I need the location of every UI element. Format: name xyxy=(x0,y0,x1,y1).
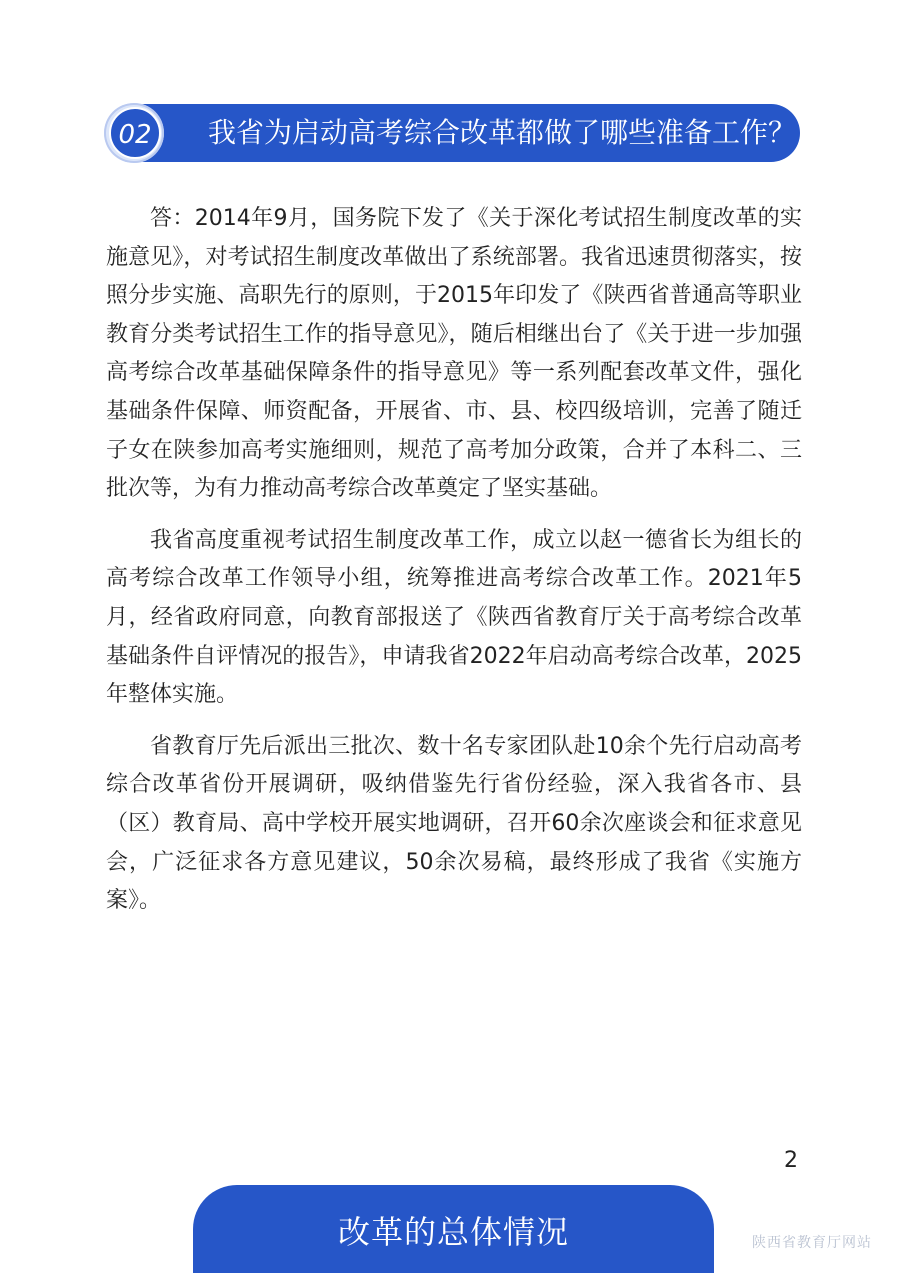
paragraph-2: 我省高度重视考试招生制度改革工作，成立以赵一德省长为组长的高考综合改革工作领导小组，统筹推进高考综合改革工作。2021年5月，经省政府同意，向教育部报送了《陕西省教育厅关于高考综合改革基础条件自评情况的报告》，申请我省2022年启动高考综合改革，2025年整体实施。 xyxy=(106,527,802,708)
section-header xyxy=(104,104,800,162)
watermark: 陕西省教育厅网站 xyxy=(752,1235,872,1251)
section-title: 我省为启动高考综合改革都做了哪些准备工作？ xyxy=(208,116,797,149)
answer-body xyxy=(106,200,802,934)
paragraph-3: 省教育厅先后派出三批次、数十名专家团队赴10余个先行启动高考综合改革省份开展调研，吸纳借鉴先行省份经验，深入我省各市、县（区）教育局、高中学校开展实地调研，召开60余次座谈会和征求意见会，广泛征求各方意见建议，50余次易稿，最终形成了我省《实施方案》。 xyxy=(106,733,802,914)
paragraph-1: 答：2014年9月，国务院下发了《关于深化考试招生制度改革的实施意见》，对考试招生制度改革做出了系统部署。我省迅速贯彻落实，按照分步实施、高职先行的原则，于2015年印发了《陕西省普通高等职业教育分类考试招生工作的指导意见》，随后相继出台了《关于进一步加强高考综合改革基础保障条件的指导意见》等一系列配套改革文件，强化基础条件保障、师资配备，开展省、市、县、校四级培训，完善了随迁子女在陕参加高考实施细则，规范了高考加分政策，合并了本科二、三批次等，为有力推动高考综合改革奠定了坚实基础。 xyxy=(106,206,802,502)
footer-title: 改革的总体情况 xyxy=(337,1213,569,1251)
page-number: 2 xyxy=(784,1148,798,1173)
section-number: 02 xyxy=(109,107,161,159)
footer-banner xyxy=(193,1185,714,1273)
section-number-badge xyxy=(104,103,164,163)
header-bar xyxy=(130,104,800,162)
